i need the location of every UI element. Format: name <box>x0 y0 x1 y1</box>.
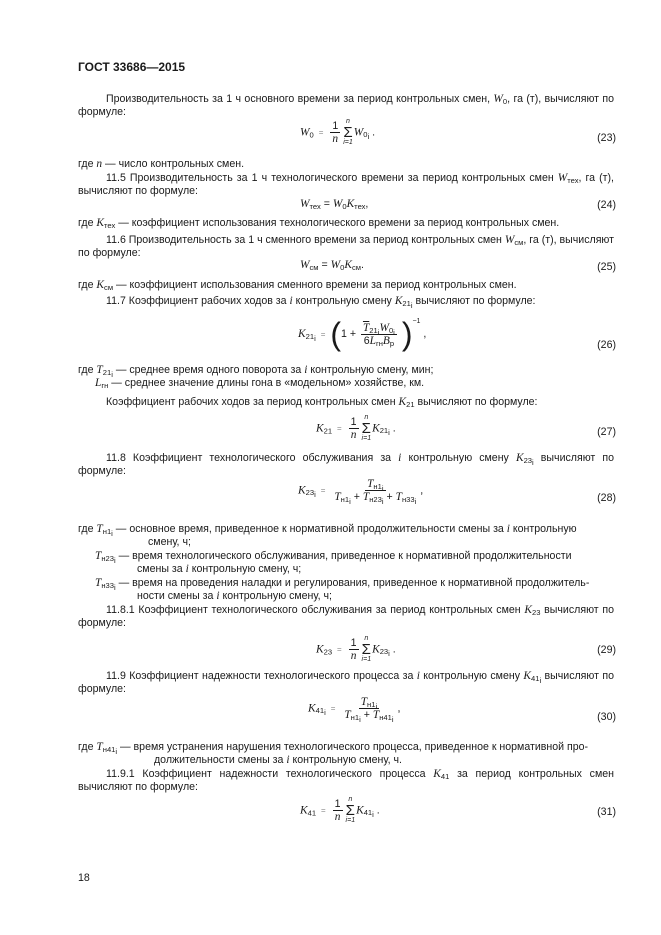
definition-tn41: где $T_{н41_i}$ — время устранения нарушения технологического процесса, приведенное к нормативной про- должительности смены за i контрольную смену, ч. <box>78 741 589 767</box>
formula-28: $K_{23_i}$ = $\frac{T_{н1_i}}{T_{н1_i} + T_{н23_i} + T_{н33_i}}$ , <box>298 478 424 506</box>
formula-29: $K_{23}$ = $\frac{1}{n}$ n Σ i=1 $K_{23_i}$ . <box>316 635 396 663</box>
formula-24: $W_{тех} = W_0K_{тех}$, <box>300 198 369 211</box>
definition-tn23: $T_{н23_i}$ — время технологического обслуживания, приведенное к нормативной продолжительности смены за i контрольную смену, ч; <box>95 550 572 576</box>
formula-number-30: (30) <box>597 711 616 723</box>
paragraph-p2: где n — число контрольных смен. <box>78 158 245 170</box>
definition-lgn: $L_{гн}$ — среднее значение длины гона в «модельном» хозяйстве, км. <box>95 377 425 390</box>
page-number: 18 <box>78 872 90 884</box>
paragraph-p1: Производительность за 1 ч основного времени за период контрольных смен, $W_0$, га (т), вычисляют по формуле: <box>78 93 614 119</box>
formula-number-26: (26) <box>597 339 616 351</box>
document-header: ГОСТ 33686—2015 <box>78 60 186 74</box>
formula-number-28: (28) <box>597 492 616 504</box>
paragraph-p5: 11.6 Производительность за 1 ч сменного времени за период контрольных смен $W_{см}$, га (т), вычисляют по формуле: <box>78 234 614 260</box>
formula-31: $K_{41}$ = $\frac{1}{n}$ n Σ i=1 $K_{41_i}$ . <box>300 796 380 824</box>
formula-30: $K_{41_i}$ = $\frac{T_{н1_i}}{T_{н1_i} + T_{н41_i}}$ , <box>308 696 401 724</box>
formula-number-25: (25) <box>597 261 616 273</box>
formula-26: $K_{21_i} = (1$ + $\frac{\overline{T}_{21_i}W_{0_i}}{6L_{гн}B_р}$ )$^{-1}$ , <box>298 316 427 353</box>
formula-23: $W_0$ = $\frac{1}{n}$ n Σ i=1 $W_{0_i}$ . <box>300 118 376 146</box>
paragraph-p6: где $K_{см}$ — коэффициент использования сменного времени за период контрольных смен. <box>78 279 517 292</box>
paragraph-p10: 11.8 Коэффициент технологического обслуживания за i контрольную смену $K_{23_i}$ вычисляют по формуле: <box>78 452 614 478</box>
paragraph-p7: 11.7 Коэффициент рабочих ходов за i контрольную смену $K_{21_i}$ вычисляют по формуле: <box>106 295 536 310</box>
definition-tn33: $T_{н33_i}$ — время на проведения наладки и регулирования, приведенное к нормативной продолжитель- ности смены за i контрольную смену, ч; <box>95 577 590 603</box>
definition-tn1: где $T_{н1_i}$ — основное время, приведенное к нормативной продолжительности смены за i контрольную смену, ч; <box>78 523 577 549</box>
definition-t21: где $T_{21_i}$ — среднее время одного поворота за i контрольную смену, мин; <box>78 364 434 379</box>
paragraph-p13: 11.9 Коэффициент надежности технологического процесса за i контрольную смену $K_{41_i}$ вычисляют по формуле: <box>78 670 614 696</box>
formula-25: $W_{см} = W_0K_{см}$. <box>300 259 364 272</box>
paragraph-p12: 11.8.1 Коэффициент технологического обслуживания за период контрольных смен $K_{23}$ вычисляют по формуле: <box>78 604 614 630</box>
formula-number-23: (23) <box>597 132 616 144</box>
paragraph-p4: где $K_{тех}$ — коэффициент использования технологического времени за период контрольных смен. <box>78 217 560 230</box>
paragraph-p3: 11.5 Производительность за 1 ч технологического времени за период контрольных смен $W_{тех}$, га (т), вычисляют по формуле: <box>78 172 614 198</box>
formula-number-27: (27) <box>597 426 616 438</box>
paragraph-p15: 11.9.1 Коэффициент надежности технологического процесса $K_{41}$ за период контрольных смен вычисляют по формуле: <box>78 768 614 794</box>
formula-number-24: (24) <box>597 199 616 211</box>
paragraph-p9: Коэффициент рабочих ходов за период контрольных смен $K_{21}$ вычисляют по формуле: <box>106 396 538 409</box>
formula-27: $K_{21}$ = $\frac{1}{n}$ n Σ i=1 $K_{21_i}$ . <box>316 414 396 442</box>
formula-number-29: (29) <box>597 644 616 656</box>
formula-number-31: (31) <box>597 806 616 818</box>
